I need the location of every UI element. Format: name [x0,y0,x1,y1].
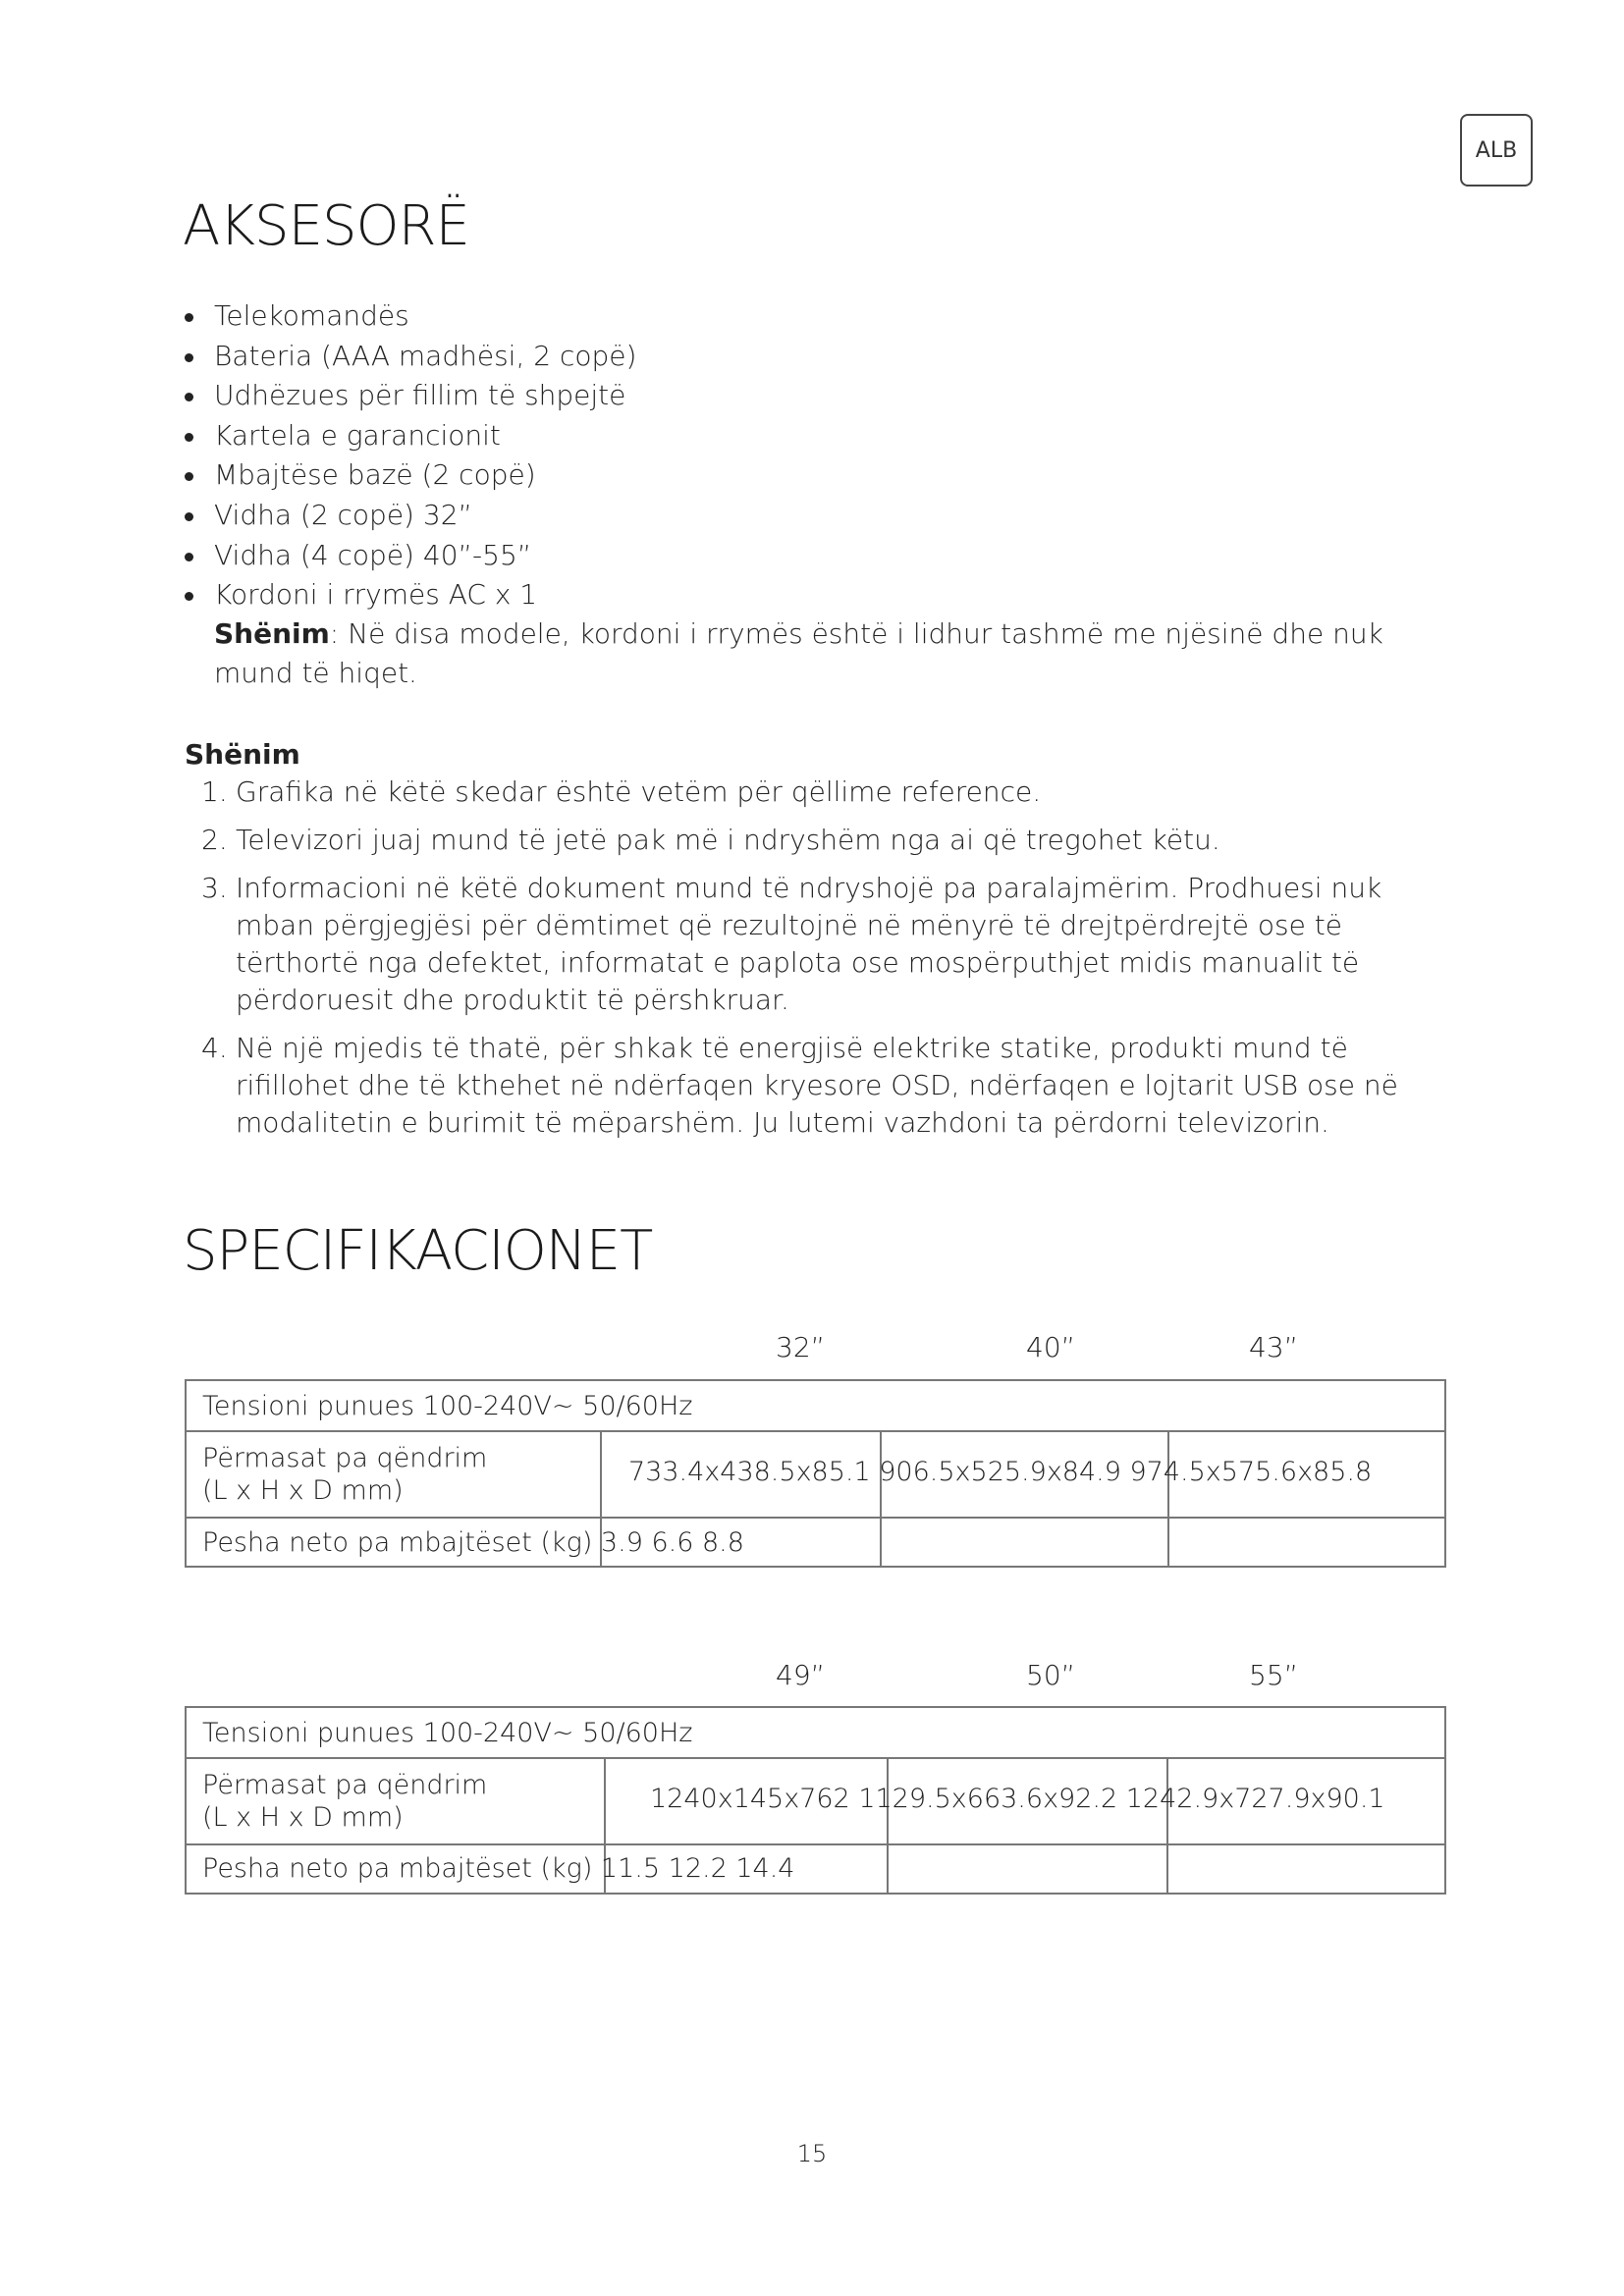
item-text: Televizori juaj mund të jetë pak më i ndryshëm nga ai që tregohet këtu. [236,824,1220,856]
list-item [185,496,1461,536]
list-item-text: Bateria (AAA madhësi, 2 copë) [214,339,637,372]
weight-text: Pesha neto pa mbajtëset (kg) 3.9 6.6 8.8 [202,1527,744,1558]
column-header: 32” [776,1331,826,1363]
dimension-unit-label: (L x H x D mm) [202,1475,404,1506]
table2-header-row [0,1659,1624,1698]
bullet-icon [185,353,193,362]
accessories-note [214,614,1461,693]
dimension-label: Përmasat pa qëndrim [202,1770,488,1800]
list-item [201,1030,1468,1142]
list-item-text: Mbajtëse bazë (2 copë) [214,458,536,492]
note-label: Shënim [214,617,330,650]
column-header: 55” [1249,1659,1299,1691]
table-cell [1168,1518,1445,1567]
accessories-list [185,296,1461,615]
list-item [185,575,1461,615]
list-item [185,455,1461,496]
column-header: 43” [1249,1331,1299,1363]
note-text: : Në disa modele, kordoni i rrymës është i lidhur tashmë me njësinë dhe nuk mund të hiqet. [214,617,1383,689]
list-item [201,870,1468,1019]
bullet-icon [185,553,193,561]
dimension-label: Përmasat pa qëndrim [202,1443,488,1473]
column-header: 40” [1026,1331,1076,1363]
item-number: 2. [201,824,228,856]
item-number: 4. [201,1032,228,1064]
bullet-icon [185,512,193,521]
bullet-icon [185,433,193,442]
table-row [186,1380,1445,1431]
table-cell [186,1758,605,1844]
list-item-text: Telekomandës [214,299,409,332]
list-item-text: Kordoni i rrymës AC x 1 [214,578,538,612]
item-number: 3. [201,872,228,904]
item-text: Në një mjedis të thatë, për shkak të energjisë elektrike statike, produkti mund të rifillohet dhe të kthehet në ndërfaqen kryesore OSD, ndërfaqen e lojtarit USB ose në modalitetin e burimit të mëparshëm. Ju lutemi vazhdoni ta përdorni televizorin. [236,1032,1398,1139]
table-cell [881,1518,1168,1567]
list-item [185,536,1461,576]
dimension-unit-label: (L x H x D mm) [202,1802,404,1833]
table-cell [888,1844,1168,1894]
accessories-title: AKSESORË [183,194,469,258]
language-badge: ALB [1460,114,1533,187]
item-number: 1. [201,775,228,808]
table-cell [186,1380,1445,1431]
voltage-text: Tensioni punues 100-240V~ 50/60Hz [202,1717,693,1748]
dimension-values: 1240x145x762 1129.5x663.6x92.2 1242.9x727.9x90.1 [650,1784,1385,1814]
table-cell [1167,1844,1445,1894]
dimension-values: 733.4x438.5x85.1 906.5x525.9x84.9 974.5x575.6x85.8 [628,1457,1373,1487]
voltage-text: Tensioni punues 100-240V~ 50/60Hz [202,1390,693,1421]
notes-list [201,774,1468,1152]
bullet-icon [185,592,193,601]
list-item [185,376,1461,416]
list-item-text: Vidha (4 copë) 40”-55” [214,538,532,571]
bullet-icon [185,393,193,401]
bullet-icon [185,313,193,322]
table-cell [186,1431,601,1518]
item-text: Grafika në këtë skedar është vetëm për qëllime reference. [236,775,1042,808]
column-header: 49” [776,1659,826,1691]
list-item [201,822,1468,859]
item-text: Informacioni në këtë dokument mund të ndryshojë pa paralajmërim. Prodhuesi nuk mban përgjegjësi për dëmtimet që rezultojnë në mënyrë të drejtpërdrejtë ose të tërthortë nga defektet, informatat e paplota ose mospërputhjet midis manualit të përdoruesit dhe produktit të përshkruar. [236,872,1382,1016]
page-number: 15 [796,2140,828,2167]
notes-title: Shënim [185,738,300,771]
list-item-text: Kartela e garancionit [214,418,501,452]
list-item [185,416,1461,456]
table-cell [186,1707,1445,1758]
list-item [185,337,1461,377]
list-item [185,296,1461,337]
bullet-icon [185,472,193,481]
list-item-text: Vidha (2 copë) 32” [214,498,473,531]
table-row [186,1707,1445,1758]
weight-text: Pesha neto pa mbajtëset (kg) 11.5 12.2 14.4 [202,1853,795,1884]
list-item-text: Udhëzues për fillim të shpejtë [214,379,626,412]
table1-header-row [0,1331,1624,1370]
specifications-title: SPECIFIKACIONET [183,1219,653,1283]
column-header: 50” [1026,1659,1076,1691]
list-item [201,774,1468,811]
